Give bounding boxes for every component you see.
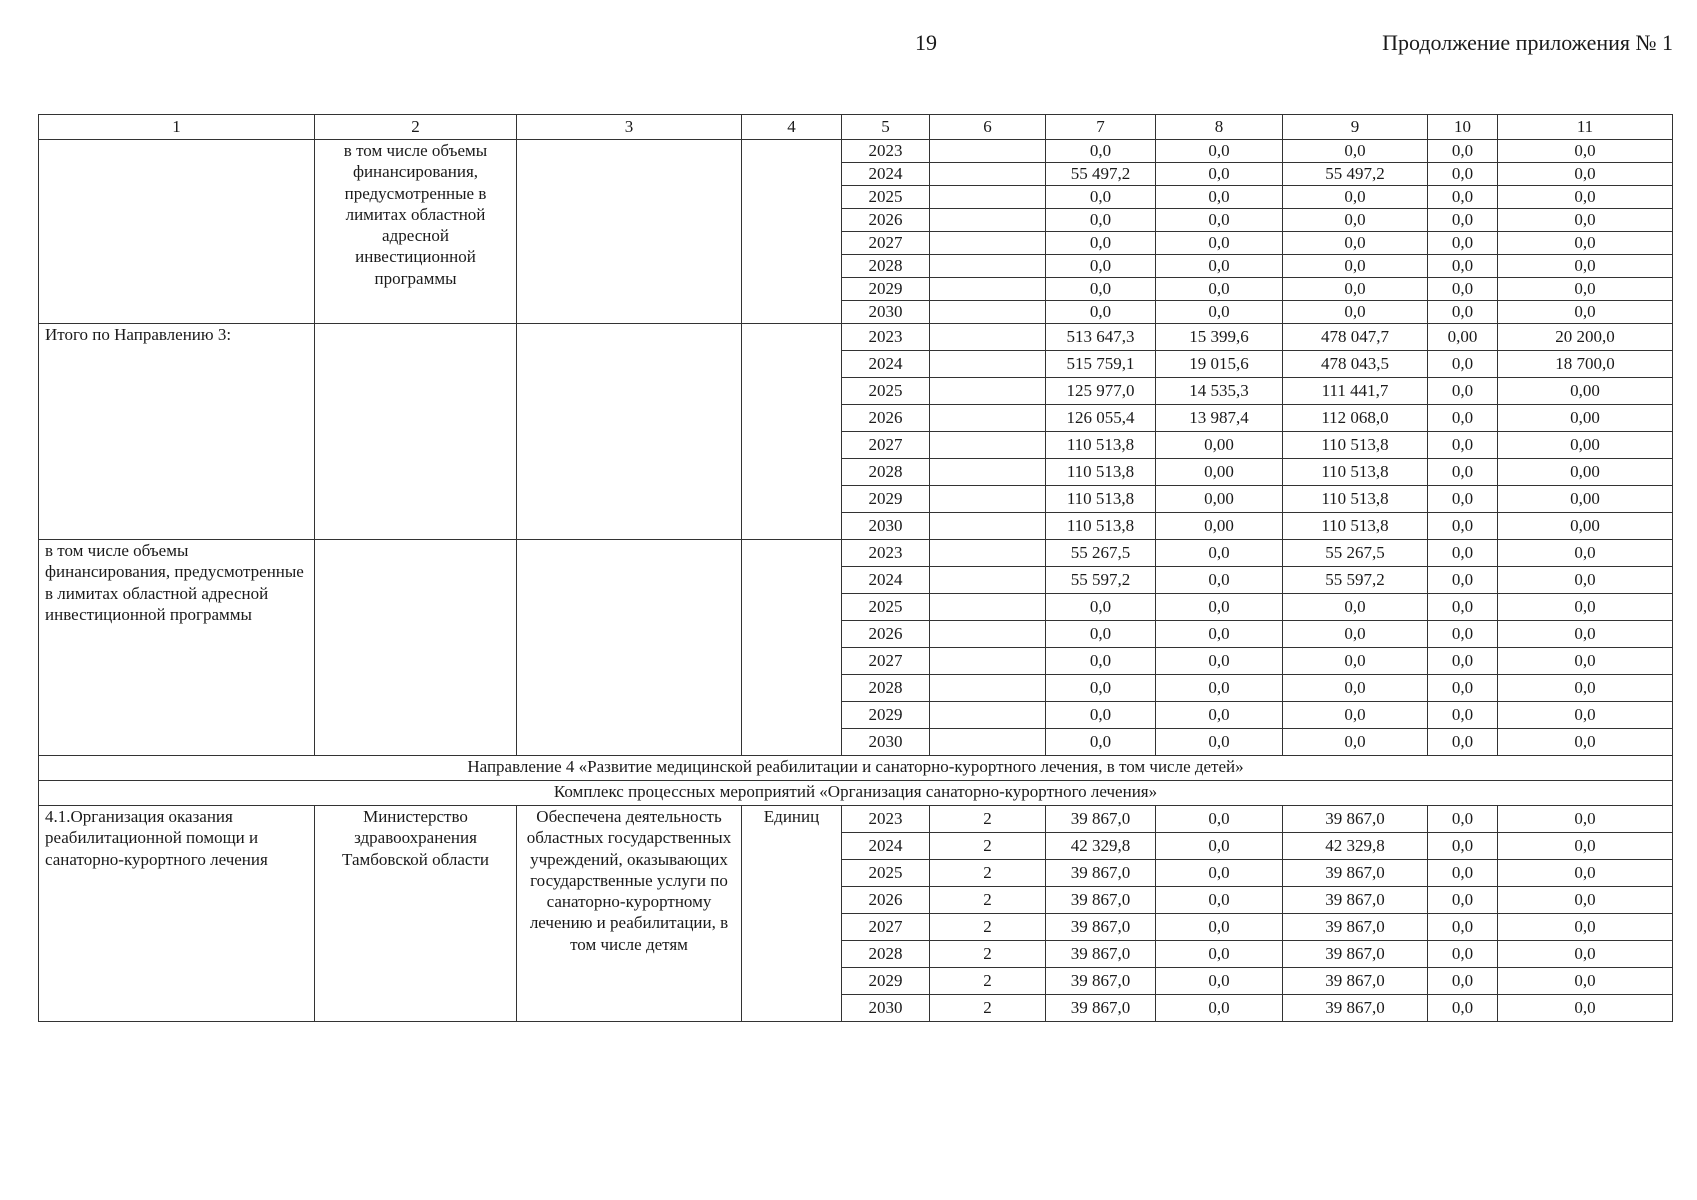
federal-budget-cell: 0,0 xyxy=(1156,995,1283,1022)
quantity-cell xyxy=(930,567,1046,594)
total-cell: 0,0 xyxy=(1046,209,1156,232)
column-number-row xyxy=(39,115,1673,140)
local-budget-cell: 0,0 xyxy=(1428,209,1498,232)
extra-budget-cell: 0,00 xyxy=(1498,513,1673,540)
extra-budget-cell: 0,0 xyxy=(1498,540,1673,567)
year-cell: 2028 xyxy=(842,941,930,968)
local-budget-cell: 0,0 xyxy=(1428,941,1498,968)
quantity-cell xyxy=(930,675,1046,702)
federal-budget-cell: 0,00 xyxy=(1156,459,1283,486)
total-cell: 0,0 xyxy=(1046,255,1156,278)
year-cell: 2025 xyxy=(842,186,930,209)
expected-result: Обеспечена деятельность областных государственных учреждений, оказывающих государственные услуги по санаторно-курортному лечению и реабилитации, в том числе детям xyxy=(517,806,742,1022)
executor-cell xyxy=(315,324,517,540)
year-cell: 2028 xyxy=(842,255,930,278)
local-budget-cell: 0,0 xyxy=(1428,301,1498,324)
extra-budget-cell: 0,0 xyxy=(1498,648,1673,675)
local-budget-cell: 0,0 xyxy=(1428,567,1498,594)
direction-4-title: Направление 4 «Развитие медицинской реабилитации и санаторно-курортного лечения, в том числе детей» xyxy=(39,756,1673,781)
federal-budget-cell: 0,0 xyxy=(1156,675,1283,702)
column-number-5: 5 xyxy=(842,115,930,140)
extra-budget-cell: 0,0 xyxy=(1498,914,1673,941)
federal-budget-cell: 0,0 xyxy=(1156,968,1283,995)
regional-budget-cell: 0,0 xyxy=(1283,729,1428,756)
extra-budget-cell: 0,0 xyxy=(1498,209,1673,232)
quantity-cell xyxy=(930,513,1046,540)
local-budget-cell: 0,0 xyxy=(1428,995,1498,1022)
regional-budget-cell: 55 597,2 xyxy=(1283,567,1428,594)
regional-budget-cell: 42 329,8 xyxy=(1283,833,1428,860)
regional-budget-cell: 0,0 xyxy=(1283,621,1428,648)
regional-budget-cell: 0,0 xyxy=(1283,278,1428,301)
local-budget-cell: 0,0 xyxy=(1428,675,1498,702)
column-number-6: 6 xyxy=(930,115,1046,140)
regional-budget-cell: 111 441,7 xyxy=(1283,378,1428,405)
quantity-cell xyxy=(930,351,1046,378)
quantity-cell xyxy=(930,232,1046,255)
regional-budget-cell: 55 267,5 xyxy=(1283,540,1428,567)
regional-budget-cell: 55 497,2 xyxy=(1283,163,1428,186)
quantity-cell: 2 xyxy=(930,887,1046,914)
regional-budget-cell: 0,0 xyxy=(1283,675,1428,702)
result-cell xyxy=(517,540,742,756)
column-number-10: 10 xyxy=(1428,115,1498,140)
process-complex-title: Комплекс процессных мероприятий «Организация санаторно-курортного лечения» xyxy=(39,781,1673,806)
federal-budget-cell: 0,00 xyxy=(1156,513,1283,540)
column-number-9: 9 xyxy=(1283,115,1428,140)
extra-budget-cell: 0,00 xyxy=(1498,486,1673,513)
federal-budget-cell: 0,00 xyxy=(1156,486,1283,513)
extra-budget-cell: 0,0 xyxy=(1498,567,1673,594)
year-cell: 2027 xyxy=(842,432,930,459)
regional-budget-cell: 0,0 xyxy=(1283,594,1428,621)
year-cell: 2026 xyxy=(842,621,930,648)
quantity-cell xyxy=(930,432,1046,459)
extra-budget-cell: 0,0 xyxy=(1498,729,1673,756)
regional-budget-cell: 39 867,0 xyxy=(1283,860,1428,887)
quantity-cell xyxy=(930,594,1046,621)
year-cell: 2024 xyxy=(842,163,930,186)
local-budget-cell: 0,0 xyxy=(1428,887,1498,914)
year-cell: 2023 xyxy=(842,806,930,833)
local-budget-cell: 0,0 xyxy=(1428,968,1498,995)
year-cell: 2024 xyxy=(842,351,930,378)
year-cell: 2026 xyxy=(842,209,930,232)
total-cell: 39 867,0 xyxy=(1046,806,1156,833)
local-budget-cell: 0,0 xyxy=(1428,594,1498,621)
federal-budget-cell: 0,0 xyxy=(1156,648,1283,675)
extra-budget-cell: 0,0 xyxy=(1498,833,1673,860)
financing-note-cell: в том числе объемы финансирования, предусмотренные в лимитах областной адресной инвестиционной программы xyxy=(315,140,517,324)
column-number-11: 11 xyxy=(1498,115,1673,140)
measure-name-cell xyxy=(39,140,315,324)
year-cell: 2025 xyxy=(842,594,930,621)
extra-budget-cell: 0,00 xyxy=(1498,378,1673,405)
financing-table xyxy=(38,114,1673,1022)
total-cell: 39 867,0 xyxy=(1046,968,1156,995)
total-cell: 0,0 xyxy=(1046,186,1156,209)
total-cell: 110 513,8 xyxy=(1046,486,1156,513)
quantity-cell xyxy=(930,209,1046,232)
extra-budget-cell: 0,0 xyxy=(1498,594,1673,621)
measure-4-1-name: 4.1.Организация оказания реабилитационной помощи и санаторно-курортного лечения xyxy=(39,806,315,1022)
extra-budget-cell: 20 200,0 xyxy=(1498,324,1673,351)
quantity-cell xyxy=(930,255,1046,278)
total-cell: 0,0 xyxy=(1046,621,1156,648)
year-cell: 2030 xyxy=(842,301,930,324)
regional-budget-cell: 110 513,8 xyxy=(1283,459,1428,486)
extra-budget-cell: 0,0 xyxy=(1498,941,1673,968)
quantity-cell xyxy=(930,140,1046,163)
responsible-executor: Министерство здравоохранения Тамбовской области xyxy=(315,806,517,1022)
quantity-cell xyxy=(930,459,1046,486)
measurement-unit: Единиц xyxy=(742,806,842,1022)
column-number-8: 8 xyxy=(1156,115,1283,140)
federal-budget-cell: 0,0 xyxy=(1156,594,1283,621)
federal-budget-cell: 0,0 xyxy=(1156,702,1283,729)
year-cell: 2030 xyxy=(842,995,930,1022)
regional-budget-cell: 110 513,8 xyxy=(1283,486,1428,513)
year-cell: 2024 xyxy=(842,833,930,860)
federal-budget-cell: 0,0 xyxy=(1156,186,1283,209)
year-cell: 2026 xyxy=(842,887,930,914)
local-budget-cell: 0,0 xyxy=(1428,702,1498,729)
extra-budget-cell: 0,0 xyxy=(1498,995,1673,1022)
extra-budget-cell: 0,0 xyxy=(1498,806,1673,833)
federal-budget-cell: 15 399,6 xyxy=(1156,324,1283,351)
federal-budget-cell: 13 987,4 xyxy=(1156,405,1283,432)
quantity-cell: 2 xyxy=(930,914,1046,941)
year-cell: 2030 xyxy=(842,513,930,540)
local-budget-cell: 0,0 xyxy=(1428,255,1498,278)
column-number-3: 3 xyxy=(517,115,742,140)
extra-budget-cell: 0,00 xyxy=(1498,405,1673,432)
federal-budget-cell: 0,0 xyxy=(1156,729,1283,756)
regional-budget-cell: 39 867,0 xyxy=(1283,995,1428,1022)
total-cell: 0,0 xyxy=(1046,278,1156,301)
regional-budget-cell: 0,0 xyxy=(1283,209,1428,232)
federal-budget-cell: 0,0 xyxy=(1156,278,1283,301)
regional-budget-cell: 0,0 xyxy=(1283,301,1428,324)
federal-budget-cell: 0,0 xyxy=(1156,914,1283,941)
local-budget-cell: 0,0 xyxy=(1428,621,1498,648)
total-cell: 0,0 xyxy=(1046,675,1156,702)
total-cell: 39 867,0 xyxy=(1046,860,1156,887)
executor-cell xyxy=(315,540,517,756)
table-body xyxy=(39,115,1673,1022)
extra-budget-cell: 0,0 xyxy=(1498,140,1673,163)
year-cell: 2029 xyxy=(842,702,930,729)
regional-budget-cell: 0,0 xyxy=(1283,186,1428,209)
page-number: 19 xyxy=(915,30,937,55)
extra-budget-cell: 0,0 xyxy=(1498,163,1673,186)
total-cell: 513 647,3 xyxy=(1046,324,1156,351)
direction-total-label: Итого по Направлению 3: xyxy=(39,324,315,540)
federal-budget-cell: 0,0 xyxy=(1156,209,1283,232)
federal-budget-cell: 0,0 xyxy=(1156,941,1283,968)
total-cell: 125 977,0 xyxy=(1046,378,1156,405)
local-budget-cell: 0,0 xyxy=(1428,232,1498,255)
quantity-cell xyxy=(930,186,1046,209)
local-budget-cell: 0,0 xyxy=(1428,432,1498,459)
year-cell: 2027 xyxy=(842,914,930,941)
quantity-cell xyxy=(930,702,1046,729)
federal-budget-cell: 0,0 xyxy=(1156,887,1283,914)
local-budget-cell: 0,0 xyxy=(1428,833,1498,860)
year-cell: 2030 xyxy=(842,729,930,756)
total-cell: 39 867,0 xyxy=(1046,887,1156,914)
unit-cell xyxy=(742,540,842,756)
federal-budget-cell: 0,0 xyxy=(1156,806,1283,833)
local-budget-cell: 0,0 xyxy=(1428,513,1498,540)
federal-budget-cell: 0,0 xyxy=(1156,232,1283,255)
process-complex-title-row xyxy=(39,781,1673,806)
federal-budget-cell: 19 015,6 xyxy=(1156,351,1283,378)
quantity-cell xyxy=(930,648,1046,675)
extra-budget-cell: 0,0 xyxy=(1498,186,1673,209)
year-cell: 2028 xyxy=(842,675,930,702)
regional-budget-cell: 39 867,0 xyxy=(1283,941,1428,968)
unit-cell xyxy=(742,324,842,540)
regional-budget-cell: 0,0 xyxy=(1283,702,1428,729)
regional-budget-cell: 39 867,0 xyxy=(1283,887,1428,914)
local-budget-cell: 0,0 xyxy=(1428,729,1498,756)
year-cell: 2024 xyxy=(842,567,930,594)
quantity-cell xyxy=(930,163,1046,186)
column-number-1: 1 xyxy=(39,115,315,140)
local-budget-cell: 0,0 xyxy=(1428,648,1498,675)
regional-budget-cell: 110 513,8 xyxy=(1283,513,1428,540)
column-number-4: 4 xyxy=(742,115,842,140)
local-budget-cell: 0,0 xyxy=(1428,459,1498,486)
table-row xyxy=(39,806,1673,833)
quantity-cell xyxy=(930,540,1046,567)
federal-budget-cell: 0,0 xyxy=(1156,140,1283,163)
total-cell: 126 055,4 xyxy=(1046,405,1156,432)
federal-budget-cell: 0,0 xyxy=(1156,255,1283,278)
extra-budget-cell: 0,0 xyxy=(1498,232,1673,255)
federal-budget-cell: 14 535,3 xyxy=(1156,378,1283,405)
regional-budget-cell: 39 867,0 xyxy=(1283,968,1428,995)
year-cell: 2025 xyxy=(842,860,930,887)
local-budget-cell: 0,0 xyxy=(1428,278,1498,301)
quantity-cell: 2 xyxy=(930,860,1046,887)
total-cell: 55 597,2 xyxy=(1046,567,1156,594)
total-cell: 0,0 xyxy=(1046,301,1156,324)
result-cell xyxy=(517,140,742,324)
total-cell: 110 513,8 xyxy=(1046,513,1156,540)
year-cell: 2028 xyxy=(842,459,930,486)
year-cell: 2023 xyxy=(842,324,930,351)
local-budget-cell: 0,0 xyxy=(1428,486,1498,513)
regional-budget-cell: 478 047,7 xyxy=(1283,324,1428,351)
local-budget-cell: 0,0 xyxy=(1428,806,1498,833)
quantity-cell xyxy=(930,324,1046,351)
extra-budget-cell: 0,00 xyxy=(1498,432,1673,459)
quantity-cell xyxy=(930,278,1046,301)
regional-budget-cell: 110 513,8 xyxy=(1283,432,1428,459)
regional-budget-cell: 112 068,0 xyxy=(1283,405,1428,432)
year-cell: 2025 xyxy=(842,378,930,405)
quantity-cell xyxy=(930,378,1046,405)
total-cell: 39 867,0 xyxy=(1046,995,1156,1022)
local-budget-cell: 0,00 xyxy=(1428,324,1498,351)
local-budget-cell: 0,0 xyxy=(1428,351,1498,378)
year-cell: 2027 xyxy=(842,648,930,675)
federal-budget-cell: 0,0 xyxy=(1156,163,1283,186)
extra-budget-cell: 0,0 xyxy=(1498,255,1673,278)
local-budget-cell: 0,0 xyxy=(1428,914,1498,941)
year-cell: 2026 xyxy=(842,405,930,432)
table-row xyxy=(39,140,1673,163)
total-cell: 0,0 xyxy=(1046,648,1156,675)
column-number-2: 2 xyxy=(315,115,517,140)
total-cell: 0,0 xyxy=(1046,729,1156,756)
regional-budget-cell: 478 043,5 xyxy=(1283,351,1428,378)
extra-budget-cell: 0,0 xyxy=(1498,621,1673,648)
extra-budget-cell: 0,00 xyxy=(1498,459,1673,486)
result-cell xyxy=(517,324,742,540)
local-budget-cell: 0,0 xyxy=(1428,163,1498,186)
table-row xyxy=(39,324,1673,351)
quantity-cell: 2 xyxy=(930,806,1046,833)
extra-budget-cell: 0,0 xyxy=(1498,968,1673,995)
year-cell: 2029 xyxy=(842,968,930,995)
column-number-7: 7 xyxy=(1046,115,1156,140)
federal-budget-cell: 0,0 xyxy=(1156,567,1283,594)
extra-budget-cell: 18 700,0 xyxy=(1498,351,1673,378)
local-budget-cell: 0,0 xyxy=(1428,540,1498,567)
extra-budget-cell: 0,0 xyxy=(1498,887,1673,914)
total-cell: 0,0 xyxy=(1046,232,1156,255)
extra-budget-cell: 0,0 xyxy=(1498,675,1673,702)
local-budget-cell: 0,0 xyxy=(1428,378,1498,405)
extra-budget-cell: 0,0 xyxy=(1498,702,1673,729)
total-cell: 110 513,8 xyxy=(1046,459,1156,486)
extra-budget-cell: 0,0 xyxy=(1498,860,1673,887)
federal-budget-cell: 0,0 xyxy=(1156,540,1283,567)
federal-budget-cell: 0,00 xyxy=(1156,432,1283,459)
unit-cell xyxy=(742,140,842,324)
quantity-cell: 2 xyxy=(930,941,1046,968)
regional-budget-cell: 0,0 xyxy=(1283,255,1428,278)
total-cell: 0,0 xyxy=(1046,702,1156,729)
local-budget-cell: 0,0 xyxy=(1428,860,1498,887)
local-budget-cell: 0,0 xyxy=(1428,140,1498,163)
total-cell: 0,0 xyxy=(1046,594,1156,621)
quantity-cell xyxy=(930,621,1046,648)
quantity-cell: 2 xyxy=(930,968,1046,995)
quantity-cell xyxy=(930,486,1046,513)
extra-budget-cell: 0,0 xyxy=(1498,278,1673,301)
direction-4-title-row xyxy=(39,756,1673,781)
year-cell: 2023 xyxy=(842,540,930,567)
total-cell: 42 329,8 xyxy=(1046,833,1156,860)
quantity-cell xyxy=(930,301,1046,324)
regional-budget-cell: 0,0 xyxy=(1283,648,1428,675)
quantity-cell: 2 xyxy=(930,833,1046,860)
federal-budget-cell: 0,0 xyxy=(1156,301,1283,324)
total-cell: 515 759,1 xyxy=(1046,351,1156,378)
regional-budget-cell: 39 867,0 xyxy=(1283,914,1428,941)
table-row xyxy=(39,540,1673,567)
regional-budget-cell: 39 867,0 xyxy=(1283,806,1428,833)
year-cell: 2027 xyxy=(842,232,930,255)
investment-financing-label: в том числе объемы финансирования, предусмотренные в лимитах областной адресной инвестиционной программы xyxy=(39,540,315,756)
total-cell: 39 867,0 xyxy=(1046,914,1156,941)
local-budget-cell: 0,0 xyxy=(1428,405,1498,432)
total-cell: 39 867,0 xyxy=(1046,941,1156,968)
extra-budget-cell: 0,0 xyxy=(1498,301,1673,324)
quantity-cell xyxy=(930,729,1046,756)
year-cell: 2029 xyxy=(842,486,930,513)
federal-budget-cell: 0,0 xyxy=(1156,833,1283,860)
total-cell: 55 497,2 xyxy=(1046,163,1156,186)
quantity-cell xyxy=(930,405,1046,432)
total-cell: 110 513,8 xyxy=(1046,432,1156,459)
total-cell: 0,0 xyxy=(1046,140,1156,163)
total-cell: 55 267,5 xyxy=(1046,540,1156,567)
year-cell: 2023 xyxy=(842,140,930,163)
local-budget-cell: 0,0 xyxy=(1428,186,1498,209)
quantity-cell: 2 xyxy=(930,995,1046,1022)
federal-budget-cell: 0,0 xyxy=(1156,621,1283,648)
appendix-label: Продолжение приложения № 1 xyxy=(1382,30,1673,55)
regional-budget-cell: 0,0 xyxy=(1283,232,1428,255)
federal-budget-cell: 0,0 xyxy=(1156,860,1283,887)
regional-budget-cell: 0,0 xyxy=(1283,140,1428,163)
year-cell: 2029 xyxy=(842,278,930,301)
